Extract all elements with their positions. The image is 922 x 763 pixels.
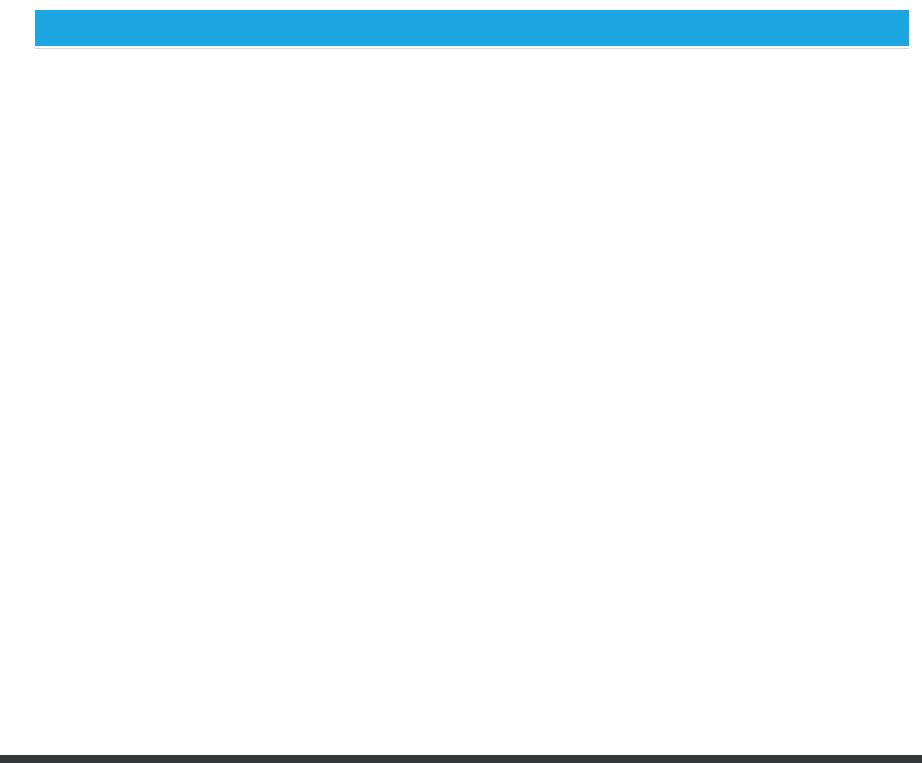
footer-bar	[0, 755, 922, 763]
table-header-row	[35, 10, 909, 46]
header-spacer	[35, 10, 215, 46]
product-spec-table	[35, 10, 909, 49]
table-bottom-border	[35, 48, 909, 49]
